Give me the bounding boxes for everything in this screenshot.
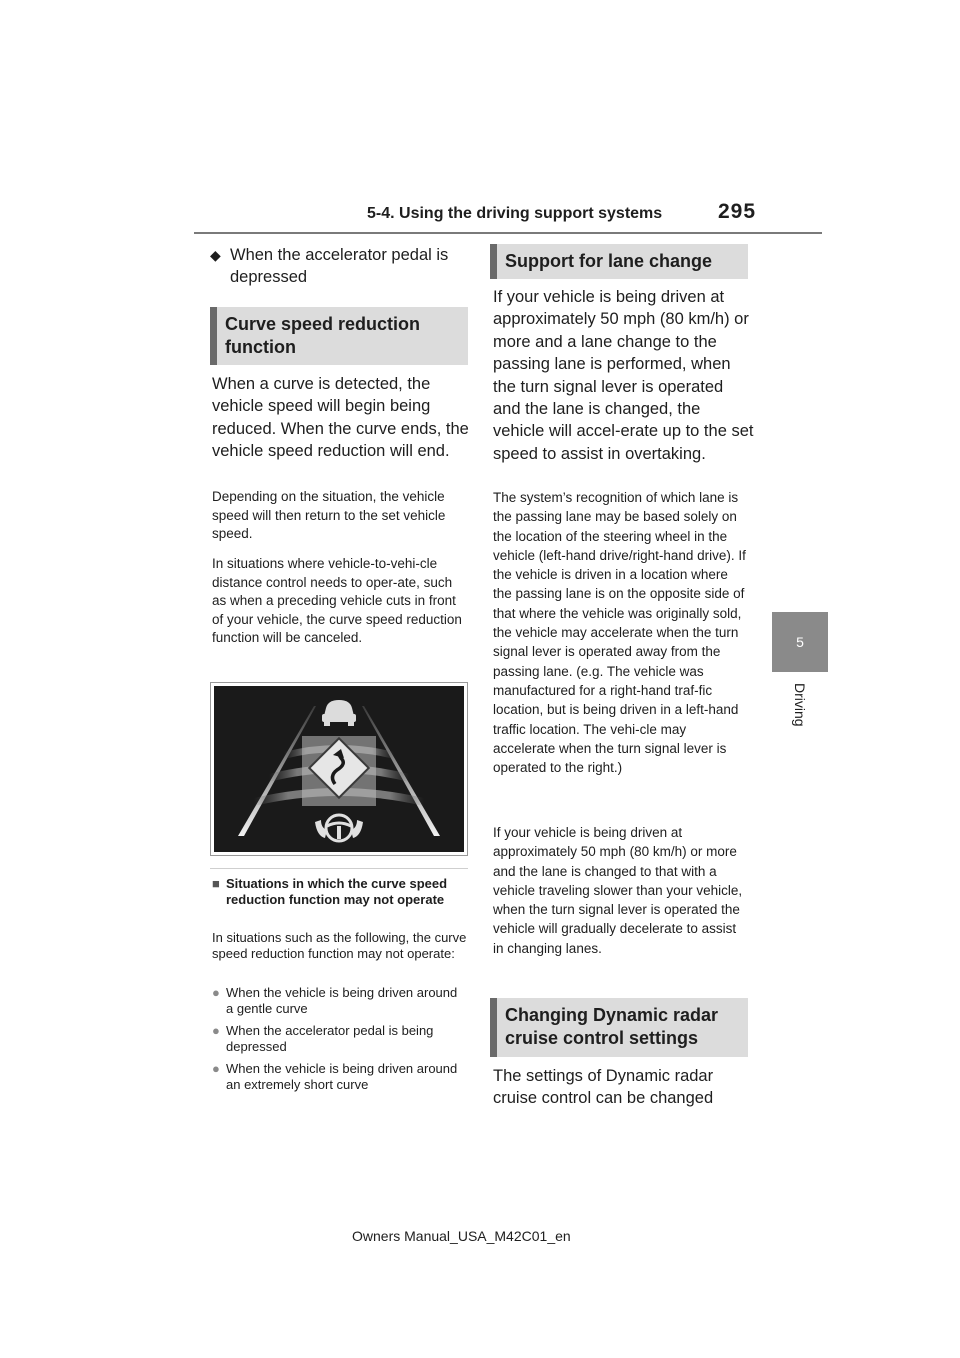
section-heading-lane-change: Support for lane change [490, 244, 748, 279]
curve-paragraph-3: In situations where vehicle-to-vehi-cle distance control needs to oper-ate, such as when a preceding vehicle cuts in front of your vehicle, the curve speed reduction function will be canceled. [212, 556, 462, 645]
page-number: 295 [718, 200, 757, 223]
note-list-item [212, 985, 468, 1017]
lane-paragraph-1: If your vehicle is being driven at approximately 50 mph (80 km/h) or more and a lane change to the passing lane is performed, when the turn signal lever is operated and the lane is changed, the vehicle will accel-erate up to the set speed to assist in overtaking. [493, 288, 754, 463]
settings-paragraph: The settings of Dynamic radar cruise control can be changed [493, 1067, 714, 1108]
square-marker-icon: ■ [212, 876, 220, 891]
running-header: 5-4. Using the driving support systems [367, 205, 663, 222]
note-heading [212, 876, 468, 908]
circle-bullet-icon: ● [212, 1061, 220, 1076]
bullet-item [210, 244, 468, 289]
curve-paragraph-1: When a curve is detected, the vehicle speed will begin being reduced. When the curve ends, the vehicle speed reduction will end. [212, 375, 469, 461]
lane-paragraph-3: If your vehicle is being driven at approximately 50 mph (80 km/h) or more and the lane is changed to that with a vehicle traveling slower than your vehicle, when the turn signal lever is operated the vehicle will gradually decelerate to assist in changing lanes. [493, 825, 743, 956]
diamond-bullet-icon: ◆ [210, 247, 221, 263]
note-list-item [212, 1061, 468, 1093]
note-item-text: When the vehicle is being driven around a gentle curve [226, 985, 458, 1016]
note-heading-text: Situations in which the curve speed reduction function may not operate [226, 876, 448, 907]
footer-text: Owners Manual_USA_M42C01_en [352, 1228, 571, 1244]
curve-speed-reduction-display-icon [214, 686, 464, 852]
circle-bullet-icon: ● [212, 985, 220, 1000]
circle-bullet-icon: ● [212, 1023, 220, 1038]
chapter-label: Driving [792, 683, 808, 727]
bullet-text: When the accelerator pedal is depressed [230, 246, 449, 287]
curve-speed-illustration [210, 682, 468, 856]
note-item-text: When the vehicle is being driven around an extremely short curve [226, 1061, 458, 1092]
header-rule [194, 232, 822, 234]
lane-paragraph-2: The system’s recognition of which lane is the passing lane may be based solely on the location of the steering wheel in the vehicle (left-hand drive/right-hand drive). If the vehicle is driven in a location where the passing lane is on the opposite side of that where the vehicle was originally sold, the vehicle may accelerate when the turn signal lever is operated away from the passing lane. (e.g. The vehicle was manufactured for a right-hand traf-fic location, but is being driven in a left-hand traffic location. The vehi-cle may accelerate when the turn signal lever is operated to the right.) [493, 490, 746, 776]
illustration-divider [210, 868, 468, 869]
note-intro: In situations such as the following, the curve speed reduction function may not operate: [212, 930, 467, 961]
note-item-text: When the accelerator pedal is being depressed [226, 1023, 434, 1054]
note-list-item [212, 1023, 468, 1055]
section-heading-settings: Changing Dynamic radar cruise control settings [490, 998, 748, 1057]
curve-paragraph-2: Depending on the situation, the vehicle speed will then return to the set vehicle speed. [212, 489, 446, 541]
section-heading-curve: Curve speed reduction function [210, 307, 468, 365]
chapter-tab [772, 612, 828, 672]
chapter-number: 5 [796, 634, 804, 650]
